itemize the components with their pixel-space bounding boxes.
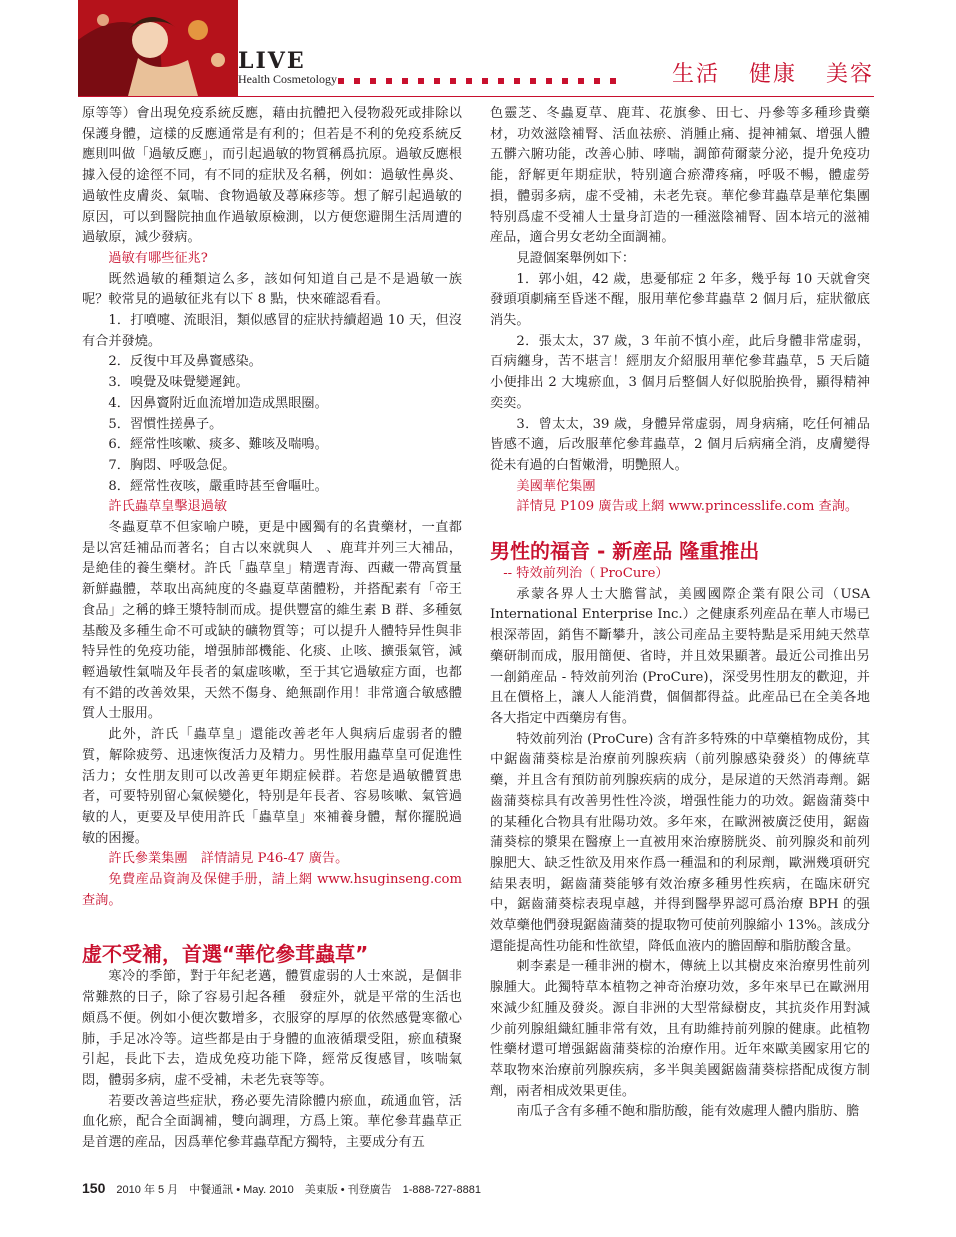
ad-line: 美國華佗集團 (516, 478, 596, 494)
header-category: 健康 (748, 62, 797, 87)
list-item: 7．胸悶、呼吸急促。 (108, 457, 236, 473)
section-heading: 許氏蟲草皇擊退過敏 (108, 499, 228, 515)
paragraph: 特效前列治 (ProCure) 含有許多特殊的中草藥植物成份，其中鋸齒蒲葵棕是治療前列腺疾病（前列腺感染發炎）的傳統草藥，并且含有預防前列腺疾病的成分，是尿道的天然消毒劑。鋸齒蒲葵棕具有改善男性性冷淡，增强性能力的功效。鋸齒蒲葵中的某種化合物具有壯陽功效。多年來，在歐洲被廣泛使用，鋸齒蒲葵棕的漿果在醫療上一直被用來治療膀胱炎、前列腺炎和前列腺肥大、缺乏性欲及用來作爲一種温和的利尿劑，歐洲幾項研究結果表明，鋸齒蒲葵能够有效治療多種男性疾病，在臨床研究中，鋸齒蒲葵棕表現卓越，并得到醫學界認可爲治療 BPH 的强效草藥他們發現鋸齒蒲葵的提取物可使前列腺縮小 13%。該成分還能提高性功能和性欲望，降低血液内的膽固醇和脂肪酸含量。 (490, 731, 870, 954)
page-number: 150 (82, 1180, 106, 1196)
header-rule (78, 96, 874, 97)
article-subtitle: -- 特效前列治（ ProCure） (503, 566, 669, 582)
right-column (490, 104, 870, 1123)
paragraph: 此外，許氏「蟲草皇」還能改善老年人與病后虚弱者的體質，解除疲勞、迅速恢復活力及精力。男性服用蟲草皇可促進性活力；女性朋友則可以改善更年期症候群。若您是過敏體質患者，可要特别留心氣候變化，特别是年長者、容易咳嗽、氣管過敏的人，更要及早使用許氏「蟲草皇」來補養身體，幫你擺脱過敏的困擾。 (82, 727, 462, 846)
paragraph: 若要改善這些症狀，務必要先清除體内瘀血，疏通血管，活血化瘀，配合全面調補，雙向調理，方爲上策。華佗參茸蟲草正是首選的産品，因爲華佗參茸蟲草配方獨特，主要成分有五 (82, 1093, 462, 1151)
header-title: LIVE (238, 48, 306, 74)
paragraph: 見證個案舉例如下： (516, 250, 636, 266)
header-subtitle: Health Cosmetology (238, 72, 337, 86)
paragraph: 刺李素是一種非洲的樹木，傳統上以其樹皮來治療男性前列腺腫大。此獨特草本植物之神奇治療功效，多年來早已在歐洲用來減少紅腫及發炎。源自非洲的大型常緑樹皮，其抗炎作用對減少前列腺組織紅腫非常有效，且有助維持前列腺的健康。此植物性藥材還可增强鋸齒蒲葵棕的治療作用。近年來歐美國家用它的萃取物來治療前列腺疾病，多半與美國鋸齒蒲葵棕搭配成復方制劑，兩者相成效果更佳。 (490, 959, 870, 1099)
page-header (0, 0, 956, 100)
page-footer (82, 1180, 481, 1197)
list-item: 6．經常性咳嗽、痰多、難咳及喘鳴。 (108, 437, 328, 453)
header-categories (658, 57, 874, 88)
section-heading: 過敏有哪些征兆? (108, 250, 208, 266)
list-item: 3．嗅覺及味覺變遲鈍。 (108, 375, 249, 391)
paragraph: 南瓜子含有多種不飽和脂肪酸，能有效處理人體内脂肪、膽 (516, 1104, 860, 1120)
paragraph: 3．曾太太，39 歲，身體异常虚弱，周身病痛，吃任何補品皆感不適，后改服華佗參茸蟲草，2 個月后病痛全消，皮膚變得從未有過的白皙嫩滑，明艷照人。 (490, 416, 870, 473)
header-logo-art (78, 0, 238, 96)
header-dots (338, 78, 616, 84)
paragraph: 色靈芝、冬蟲夏草、鹿茸、花旗參、田七、丹參等多種珍貴藥材，功效滋陰補腎、活血祛瘀、消腫止痛、提神補氣、增强人體五髒六腑功能，改善心肺、哮喘，調節荷爾蒙分泌，提升免疫功能，舒解更年期症狀，特别適合瘀滯疼痛，呼吸不暢，體虚勞損，體弱多病，虚不受補，未老先衰。華佗參茸蟲草是華佗集團特别爲虚不受補人士量身訂造的一種滋陰補腎、固本培元的滋補産品，適合男女老幼全面調補。 (490, 106, 870, 246)
paragraph: 1．郭小姐，42 歲，患憂郁症 2 年多，幾乎每 10 天就會突發頭項劇痛至昏迷不醒，服用華佗參茸蟲草 2 個月后，症狀徹底消失。 (490, 271, 870, 329)
list-item: 8．經常性夜咳，嚴重時甚至會嘔吐。 (108, 478, 328, 494)
left-column (82, 104, 462, 1154)
list-item: 2．反復中耳及鼻竇感染。 (108, 354, 262, 370)
paragraph: 承蒙各界人士大膽嘗試，美國國際企業有限公司（USA International Enterprise Inc.）之健康系列産品在華人市場已根深蒂固，銷售不斷攀升，該公司産品主要特點是采用純天然草藥研制而成，服用簡便、省時，并且效果顯著。最近公司推出另一創銷産品 - 特效前列治 (ProCure)，深受男性朋友的歡迎，并且在價格上，讓人人能消費，個個都得益。此産品已在全美各地各大指定中西藥房有售。 (490, 586, 870, 726)
footer-info: 2010 年 5 月 中餐通訊 • May. 2010 美東版 • 刊登廣告 1-888-727-8881 (116, 1184, 481, 1196)
ad-link[interactable]: 詳情見 P109 廣告或上網 www.princesslife.com 查詢。 (516, 499, 859, 515)
header-category: 生活 (671, 62, 720, 87)
ad-link[interactable]: 免費産品資詢及保健手册，請上網 www.hsuginseng.com 查詢。 (82, 872, 462, 908)
article-title: 男性的福音 - 新産品 隆重推出 (490, 539, 760, 564)
paragraph: 原等等）會出現免疫系統反應，藉由抗體把入侵物殺死或排除以保護身體，這樣的反應通常是有利的；但若是不利的免疫系統反應則叫做「過敏反應」，而引起過敏的物質稱爲抗原。過敏反應根據入侵的途徑不同，有不同的症狀及名稱，例如：過敏性鼻炎、過敏性皮膚炎、氣喘、食物過敏及蕁麻疹等。想了解引起過敏的原因，可以到醫院抽血作過敏原檢測，以方便您避開生活周遭的過敏原，減少發病。 (82, 106, 462, 246)
paragraph: 寒冷的季節，對于年紀老邁，體質虚弱的人士來説，是個非常難熬的日子，除了容易引起各種 發症外，就是平常的生活也頗爲不便。例如小便次數增多，衣服穿的厚厚的依然感覺寒徹心肺，手足冰冷等。這些都是由于身體的血液循環受阻，瘀血積聚引起，長此下去，造成免疫功能下降，經常反復感冒，咳喘氣悶，體弱多病，虚不受補，未老先衰等等。 (82, 969, 462, 1088)
ad-line: 許氏參業集團 詳情請見 P46-47 廣告。 (108, 851, 349, 867)
paragraph: 冬蟲夏草不但家喻户曉，更是中國獨有的名貴藥材，一直都是以宮廷補品而著名；自古以來就與人 、鹿茸并列三大補品，是絶佳的養生藥材。許氏「蟲草皇」精選青海、西藏一帶高質量新鮮蟲體，萃取出高純度的冬蟲夏草菌體粉，并搭配素有「帝王食品」之稱的蜂王漿特制而成。提供豐富的維生素 B 群、多種氨基酸及多種生命不可或缺的礦物質等；可以提升人體特异性與非特异性的免疫功能，增强肺部機能、化痰、止咳、擴張氣管，減輕過敏性氣喘及年長者的氣虚咳嗽，至于其它過敏症方面，也都有不錯的改善效果，天然不傷身、絶無副作用！非常適合敏感體質人士服用。 (82, 520, 462, 722)
article-title: 虚不受補，首選“華佗參茸蟲草” (82, 942, 369, 967)
list-item: 1．打噴嚏、流眼泪，類似感冒的症狀持續超過 10 天，但沒有合并發燒。 (82, 313, 462, 349)
header-category: 美容 (825, 62, 874, 87)
list-item: 5．習慣性搓鼻子。 (108, 416, 223, 432)
list-item: 4．因鼻竇附近血流增加造成黑眼圈。 (108, 395, 328, 411)
paragraph: 既然過敏的種類這么多，該如何知道自己是不是過敏一族呢？較常見的過敏征兆有以下 8 點，快來確認看看。 (82, 271, 462, 308)
paragraph: 2．張太太，37 歲，3 年前不慎小産，此后身體非常虚弱，百病纏身，苦不堪言！經朋友介紹服用華佗參茸蟲草，5 天后隨小便排出 2 大塊瘀血，3 個月后整個人好似脱胎换骨，顯得精神奕奕。 (490, 333, 870, 411)
